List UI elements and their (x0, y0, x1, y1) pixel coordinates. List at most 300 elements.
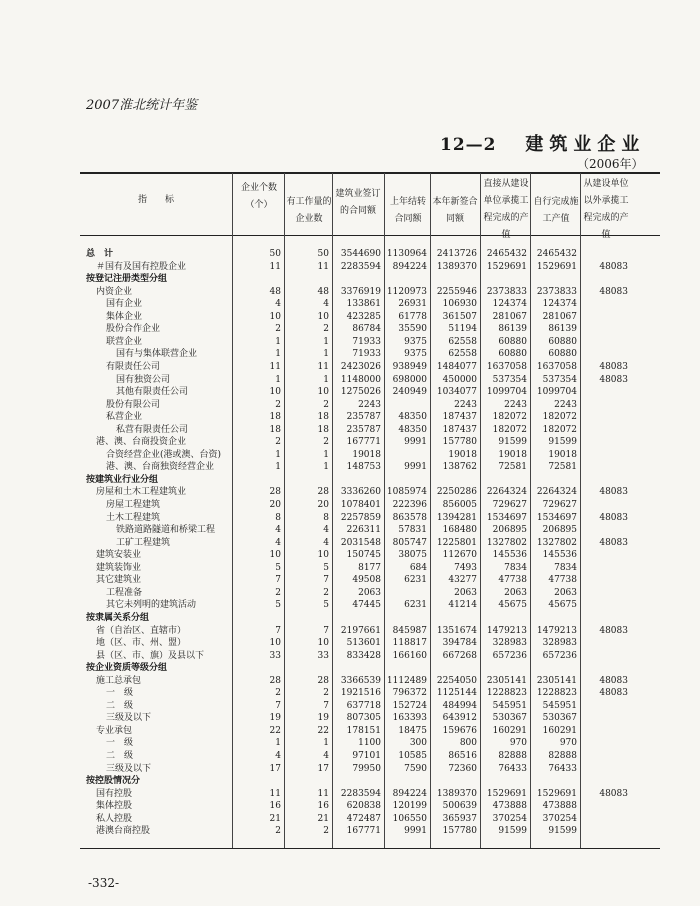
table-cell: 657236 (542, 650, 577, 661)
table-cell: 72360 (448, 763, 477, 774)
table-cell: 182072 (492, 424, 527, 435)
table-cell: 22 (317, 725, 329, 736)
table-cell: 2 (275, 826, 281, 837)
table-cell: 698000 (392, 374, 427, 385)
table-row (0, 800, 700, 813)
table-row (0, 775, 700, 788)
table-cell: 106550 (392, 813, 427, 824)
row-label: 一 级 (106, 688, 134, 699)
table-cell: 7 (323, 625, 329, 636)
column-header-contract-total: 建筑业签订的合同额 (335, 189, 381, 216)
table-cell: 1351674 (436, 625, 477, 636)
table-cell: 187437 (442, 412, 477, 423)
table-cell: 1225801 (436, 537, 477, 548)
table-cell: 19 (269, 713, 281, 724)
table-row (0, 261, 700, 274)
table-cell: 2264324 (536, 487, 577, 498)
table-cell: 11 (317, 361, 329, 372)
row-label: 二 级 (106, 700, 134, 711)
table-cell: 637718 (346, 700, 381, 711)
row-label: 其它建筑业 (96, 575, 142, 586)
table-row (0, 474, 700, 487)
row-label: 港、澳、台商投资企业 (96, 437, 187, 448)
table-cell: 10 (317, 387, 329, 398)
table-cell: 48083 (599, 286, 628, 297)
table-cell: 160291 (492, 725, 527, 736)
column-header-self-output: 自行完成施工产值 (533, 197, 579, 224)
table-cell: 894224 (392, 788, 427, 799)
table-row (0, 486, 700, 499)
table-row (0, 700, 700, 713)
table-cell: 182072 (542, 412, 577, 423)
table-cell: 513601 (346, 638, 381, 649)
table-cell: 2 (275, 688, 281, 699)
table-cell: 33 (269, 650, 281, 661)
table-row (0, 625, 700, 638)
column-header-enterprise-count: 企业个数（个） (240, 183, 277, 210)
row-label: 按企业资质等级分组 (86, 663, 168, 674)
table-cell: 281067 (492, 311, 527, 322)
table-cell: 182072 (542, 424, 577, 435)
table-cell: 157780 (442, 826, 477, 837)
table-cell: 206895 (492, 525, 527, 536)
table-row (0, 788, 700, 801)
table-cell: 145536 (492, 550, 527, 561)
table-cell: 61778 (398, 311, 427, 322)
table-cell: 1 (323, 462, 329, 473)
table-cell: 667268 (442, 650, 477, 661)
table-cell: 2243 (358, 399, 381, 410)
table-cell: 6231 (404, 575, 427, 586)
table-cell: 82888 (548, 751, 577, 761)
table-cell: 1085974 (386, 487, 427, 498)
table-cell: 3376919 (340, 286, 381, 297)
row-label: 施工总承包 (96, 675, 142, 686)
table-cell: 86516 (448, 751, 477, 761)
table-cell: 1 (275, 336, 281, 347)
table-cell: 1479213 (536, 625, 577, 636)
table-cell: 2243 (504, 399, 527, 410)
table-cell: 43277 (448, 575, 477, 586)
table-cell: 4 (275, 525, 281, 536)
table-cell: 33 (317, 650, 329, 661)
table-cell: 48350 (398, 412, 427, 423)
table-row (0, 449, 700, 462)
table-cell: 1529691 (536, 788, 577, 799)
row-label: 国有独资公司 (116, 374, 171, 385)
table-cell: 1327802 (486, 537, 527, 548)
table-cell: 26931 (398, 299, 427, 310)
table-cell: 17 (269, 763, 281, 774)
table-cell: 2 (323, 437, 329, 448)
table-cell: 48083 (599, 512, 628, 523)
table-cell: 62558 (448, 336, 477, 347)
table-cell: 48083 (599, 487, 628, 498)
table-year: （2006年） (577, 157, 644, 171)
table-cell: 48083 (599, 688, 628, 699)
table-cell: 328983 (492, 638, 527, 649)
table-cell: 845987 (392, 625, 427, 636)
table-cell: 10 (317, 550, 329, 561)
table-cell: 1078401 (340, 500, 381, 510)
column-header-indicator: 指 标 (137, 195, 174, 205)
table-cell: 4 (275, 751, 281, 761)
column-header-active-enterprises: 有工作量的企业数 (286, 197, 332, 224)
table-cell: 150745 (346, 550, 381, 561)
table-cell: 1 (275, 449, 281, 460)
table-cell: 1148000 (340, 374, 381, 385)
table-cell: 112670 (442, 550, 477, 561)
table-cell: 2254050 (436, 675, 477, 686)
table-cell: 1637058 (486, 361, 527, 372)
column-header-carried-over: 上年结转合同额 (389, 197, 426, 224)
table-cell: 800 (459, 738, 477, 749)
row-label: 集体控股 (96, 801, 133, 812)
table-cell: 235787 (346, 424, 381, 435)
table-cell: 7 (275, 625, 281, 636)
row-label: 港澳台商控股 (96, 826, 151, 837)
table-row (0, 650, 700, 663)
row-label: 建筑安装业 (96, 550, 142, 561)
row-label: 建筑装饰业 (96, 562, 142, 573)
table-cell: 643912 (442, 713, 477, 724)
table-cell: 71933 (352, 336, 381, 347)
table-cell: 484994 (442, 700, 477, 711)
table-cell: 160291 (542, 725, 577, 736)
table-cell: 530367 (542, 713, 577, 724)
table-row (0, 549, 700, 562)
table-cell: 1534697 (486, 512, 527, 523)
table-cell: 4 (323, 525, 329, 536)
table-cell: 1389370 (436, 261, 477, 272)
table-cell: 473888 (492, 801, 527, 812)
table-cell: 833428 (346, 650, 381, 661)
table-cell: 118817 (392, 638, 427, 649)
table-cell: 60880 (498, 336, 527, 347)
table-cell: 47738 (498, 575, 527, 586)
table-cell: 157780 (442, 437, 477, 448)
table-cell: 472487 (346, 813, 381, 824)
table-cell: 2283594 (340, 261, 381, 272)
table-cell: 3544690 (340, 249, 381, 259)
row-label: 股份合作企业 (106, 324, 161, 335)
table-cell: 1275026 (340, 387, 381, 398)
table-row (0, 524, 700, 537)
table-row (0, 637, 700, 650)
table-cell: 1 (275, 374, 281, 385)
table-cell: 18 (317, 424, 329, 435)
row-label: 房屋工程建筑 (106, 500, 161, 510)
table-cell: 2 (275, 324, 281, 335)
table-cell: 423285 (346, 311, 381, 322)
table-cell: 1 (275, 349, 281, 360)
row-label: 总 计 (86, 249, 114, 259)
table-cell: 9991 (404, 462, 427, 473)
table-cell: 124374 (492, 299, 527, 310)
table-cell: 3336260 (340, 487, 381, 498)
table-cell: 76433 (548, 763, 577, 774)
table-cell: 120199 (392, 801, 427, 812)
table-cell: 166160 (392, 650, 427, 661)
table-cell: 76433 (498, 763, 527, 774)
table-row (0, 273, 700, 286)
table-cell: 148753 (346, 462, 381, 473)
table-top-rule (80, 172, 660, 174)
row-label: 有限责任公司 (106, 361, 161, 372)
table-cell: 796372 (392, 688, 427, 699)
table-cell: 240949 (392, 387, 427, 398)
row-label: 国有控股 (96, 788, 133, 799)
table-row (0, 587, 700, 600)
table-cell: 3366539 (340, 675, 381, 686)
table-cell: 11 (269, 361, 281, 372)
table-cell: 2465432 (486, 249, 527, 259)
table-cell: 2063 (504, 587, 527, 598)
row-label: 国有企业 (106, 299, 143, 310)
table-cell: 19018 (352, 449, 381, 460)
table-cell: 10 (269, 311, 281, 322)
table-cell: 4 (323, 537, 329, 548)
table-cell: 10 (317, 311, 329, 322)
table-row (0, 750, 700, 763)
table-row (0, 361, 700, 374)
table-cell: 10 (317, 638, 329, 649)
table-cell: 1 (275, 738, 281, 749)
table-cell: 7 (275, 575, 281, 586)
table-cell: 2423026 (340, 361, 381, 372)
table-row (0, 386, 700, 399)
table-cell: 48083 (599, 625, 628, 636)
table-cell: 91599 (548, 826, 577, 837)
table-cell: 178151 (346, 725, 381, 736)
table-cell: 17 (317, 763, 329, 774)
table-row (0, 248, 700, 261)
table-cell: 1228823 (486, 688, 527, 699)
table-cell: 1529691 (486, 788, 527, 799)
table-cell: 163393 (392, 713, 427, 724)
table-cell: 2264324 (486, 487, 527, 498)
table-cell: 62558 (448, 349, 477, 360)
table-cell: 206895 (542, 525, 577, 536)
table-cell: 138762 (442, 462, 477, 473)
table-row (0, 612, 700, 625)
table-cell: 145536 (542, 550, 577, 561)
row-label: 铁路道路隧道和桥梁工程 (116, 525, 216, 536)
table-cell: 86784 (352, 324, 381, 335)
row-label: 土木工程建筑 (106, 512, 161, 523)
table-cell: 4 (275, 537, 281, 548)
table-cell: 11 (317, 261, 329, 272)
table-cell: 1389370 (436, 788, 477, 799)
table-cell: 222396 (392, 500, 427, 510)
table-cell: 370254 (492, 813, 527, 824)
table-cell: 5 (323, 600, 329, 611)
table-title (440, 130, 645, 156)
table-cell: 9375 (404, 349, 427, 360)
table-cell: 2197661 (340, 625, 381, 636)
table-cell: 10 (269, 638, 281, 649)
row-label: 省（自治区、直辖市） (96, 625, 187, 636)
table-cell: 1529691 (536, 261, 577, 272)
table-row (0, 298, 700, 311)
table-row (0, 725, 700, 738)
table-cell: 805747 (392, 537, 427, 548)
table-cell: 91599 (498, 437, 527, 448)
table-cell: 1 (323, 349, 329, 360)
table-row (0, 399, 700, 412)
table-cell: 2257859 (340, 512, 381, 523)
table-cell: 1534697 (536, 512, 577, 523)
table-cell: 328983 (542, 638, 577, 649)
table-row (0, 374, 700, 387)
table-row (0, 424, 700, 437)
table-cell: 1394281 (436, 512, 477, 523)
table-cell: 1 (323, 374, 329, 385)
table-row (0, 675, 700, 688)
table-cell: 19 (317, 713, 329, 724)
table-cell: 2 (323, 587, 329, 598)
row-label: 按建筑业行业分组 (86, 474, 159, 485)
table-cell: 361507 (442, 311, 477, 322)
table-cell: 2255946 (436, 286, 477, 297)
table-cell: 91599 (498, 826, 527, 837)
table-row (0, 687, 700, 700)
table-cell: 10585 (398, 751, 427, 761)
table-row (0, 574, 700, 587)
table-cell: 1130964 (386, 249, 427, 259)
table-cell: 19018 (548, 449, 577, 460)
table-cell: 9375 (404, 336, 427, 347)
table-cell: 1120973 (386, 286, 427, 297)
table-row (0, 436, 700, 449)
row-label: 合资经营企业(港或澳、台资) (106, 449, 222, 460)
table-cell: 28 (269, 487, 281, 498)
table-cell: 2373833 (536, 286, 577, 297)
table-row (0, 662, 700, 675)
table-cell: 1125144 (436, 688, 477, 699)
table-header-rule (80, 235, 660, 236)
table-cell: 4 (323, 751, 329, 761)
table-row (0, 512, 700, 525)
table-cell: 1099704 (536, 387, 577, 398)
table-cell: 187437 (442, 424, 477, 435)
table-cell: 2413726 (436, 249, 477, 259)
table-cell: 45675 (548, 600, 577, 611)
row-label: 私营有限责任公司 (116, 424, 189, 435)
table-cell: 1112489 (386, 675, 427, 686)
row-label: 二 级 (106, 751, 134, 761)
table-cell: 167771 (346, 437, 381, 448)
table-cell: 729627 (542, 500, 577, 510)
table-cell: 1228823 (536, 688, 577, 699)
table-cell: 300 (409, 738, 427, 749)
table-cell: 9991 (404, 437, 427, 448)
row-label: 按登记注册类型分组 (86, 274, 168, 285)
table-cell: 18 (317, 412, 329, 423)
table-cell: 49508 (352, 575, 381, 586)
table-row (0, 348, 700, 361)
table-cell: 856005 (442, 500, 477, 510)
table-cell: 4 (323, 299, 329, 310)
table-cell: 1034077 (436, 387, 477, 398)
table-cell: 79950 (352, 763, 381, 774)
table-cell: 450000 (442, 374, 477, 385)
table-cell: 8 (275, 512, 281, 523)
table-name: 建筑业企业 (525, 134, 646, 155)
table-row (0, 499, 700, 512)
table-cell: 2250286 (436, 487, 477, 498)
table-cell: 473888 (542, 801, 577, 812)
table-cell: 537354 (542, 374, 577, 385)
table-cell: 7 (323, 575, 329, 586)
table-cell: 5 (275, 562, 281, 573)
row-label: 集体企业 (106, 311, 143, 322)
row-label: 其他有限责任公司 (116, 387, 189, 398)
table-cell: 50 (317, 249, 329, 259)
table-cell: 894224 (392, 261, 427, 272)
table-cell: 4 (275, 299, 281, 310)
table-cell: 21 (269, 813, 281, 824)
table-cell: 7 (323, 700, 329, 711)
table-row (0, 286, 700, 299)
yearbook-header: 2007淮北统计年鉴 (86, 98, 198, 113)
row-label: ＃国有及国有控股企业 (96, 261, 187, 272)
row-label: 专业承包 (96, 725, 133, 736)
table-cell: 2031548 (340, 537, 381, 548)
table-cell: 10 (269, 387, 281, 398)
table-cell: 2 (275, 587, 281, 598)
table-cell: 1 (275, 462, 281, 473)
table-cell: 1100 (358, 738, 381, 749)
table-bottom-rule (80, 848, 660, 849)
table-cell: 2063 (454, 587, 477, 598)
table-cell: 48083 (599, 374, 628, 385)
table-cell: 2243 (454, 399, 477, 410)
page-number: -332- (88, 876, 120, 890)
table-cell: 47445 (352, 600, 381, 611)
table-cell: 72581 (498, 462, 527, 473)
table-cell: 7834 (554, 562, 577, 573)
table-cell: 8 (323, 512, 329, 523)
table-cell: 28 (269, 675, 281, 686)
table-cell: 41214 (448, 600, 477, 611)
table-cell: 657236 (492, 650, 527, 661)
table-cell: 545951 (492, 700, 527, 711)
table-cell: 28 (317, 675, 329, 686)
row-label: 股份有限公司 (106, 399, 161, 410)
table-cell: 51194 (448, 324, 477, 335)
table-row (0, 712, 700, 725)
table-cell: 2 (323, 324, 329, 335)
table-cell: 48083 (599, 675, 628, 686)
table-cell: 10 (269, 550, 281, 561)
table-cell: 2373833 (486, 286, 527, 297)
table-cell: 7493 (454, 562, 477, 573)
table-cell: 167771 (346, 826, 381, 837)
table-cell: 1 (323, 449, 329, 460)
table-cell: 807305 (346, 713, 381, 724)
table-cell: 2243 (554, 399, 577, 410)
table-cell: 226311 (346, 525, 381, 536)
table-row (0, 813, 700, 826)
row-label: 联营企业 (106, 336, 143, 347)
table-cell: 48 (317, 286, 329, 297)
table-cell: 1637058 (536, 361, 577, 372)
table-cell: 48083 (599, 537, 628, 548)
row-label: 按隶属关系分组 (86, 612, 150, 623)
table-cell: 2465432 (536, 249, 577, 259)
table-cell: 133861 (346, 299, 381, 310)
